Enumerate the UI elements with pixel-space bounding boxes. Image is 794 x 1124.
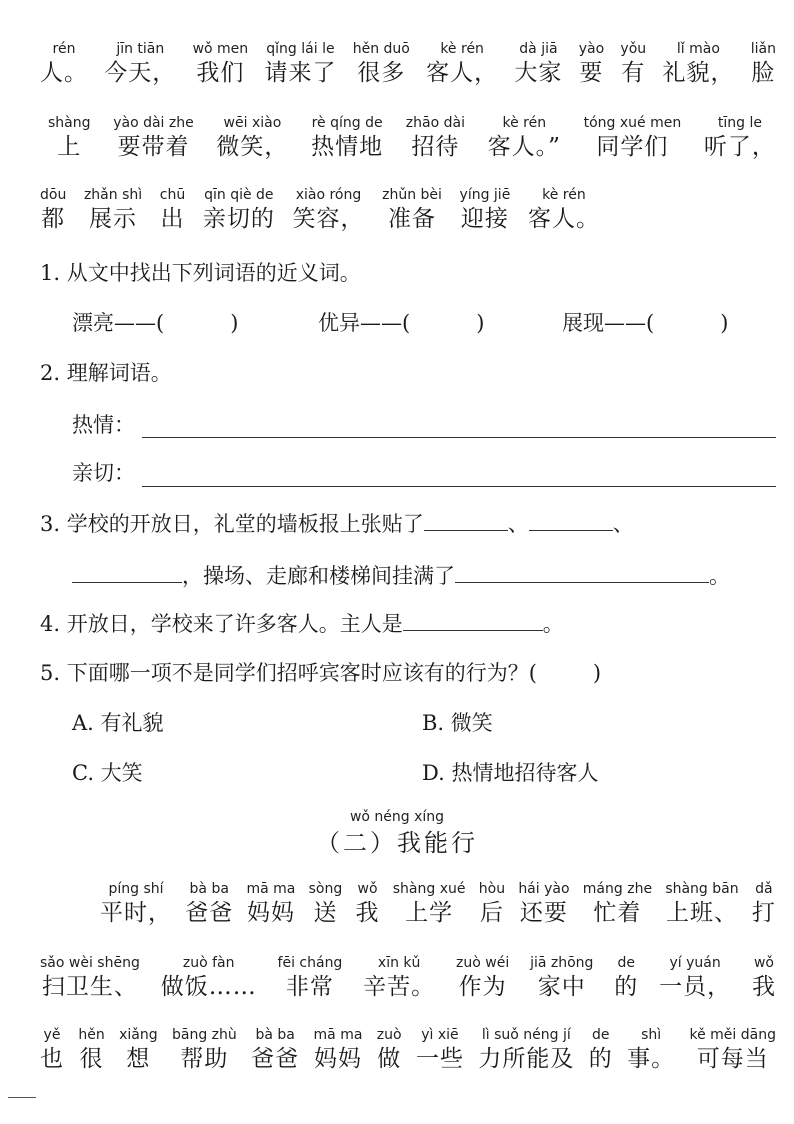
pinyin-text: zhāo dài — [405, 115, 465, 131]
ruby-segment — [104, 40, 176, 88]
ruby-segment — [353, 40, 410, 88]
question-2: 2. 理解词语。 — [40, 361, 172, 385]
pinyin-text: zhǔn bèi — [382, 187, 442, 203]
pinyin-text: wēi xiào — [223, 115, 282, 131]
ruby-segment — [614, 954, 638, 1002]
ruby-segment — [247, 880, 296, 928]
ruby-segment — [160, 186, 185, 234]
ruby-segment — [193, 40, 249, 88]
hanzi-text: 要带着 — [117, 134, 190, 160]
hanzi-text: 力所能及 — [478, 1046, 575, 1072]
ruby-segment — [292, 186, 364, 234]
hanzi-text: 的 — [588, 1046, 613, 1072]
pinyin-text: yì xiē — [421, 1027, 459, 1043]
pinyin-text: de — [591, 1027, 610, 1043]
q1-item-1 — [72, 308, 238, 338]
ruby-segment — [460, 186, 511, 234]
pinyin-text: píng shí — [108, 881, 164, 897]
hanzi-text: 客人， — [426, 60, 499, 86]
hanzi-text: 我 — [355, 900, 380, 926]
hanzi-text: 客人。” — [487, 134, 561, 160]
hanzi-text: 礼貌， — [662, 60, 735, 86]
q5-text: 5. 下面哪一项不是同学们招呼宾客时应该有的行为？( — [40, 661, 537, 685]
q1-item-label: 漂亮——( — [72, 311, 165, 335]
pinyin-text: dǎ — [755, 881, 773, 897]
q4-end: 。 — [542, 612, 564, 636]
q3-mid: ，操场、走廊和楼梯间挂满了 — [182, 564, 455, 588]
pinyin-text: wǒ — [753, 955, 774, 971]
hanzi-text: 笑容， — [292, 206, 365, 232]
hanzi-text: 做饭…… — [160, 974, 257, 1000]
hanzi-text: 平时， — [100, 900, 172, 926]
pinyin-text: wǒ — [357, 881, 378, 897]
hanzi-text: 听了， — [703, 134, 776, 160]
hanzi-text: 热情地 — [311, 134, 384, 160]
hanzi-text: 爸爸 — [251, 1046, 300, 1072]
pinyin-text: de — [617, 955, 636, 971]
hanzi-text: 招待 — [411, 134, 460, 160]
ruby-segment — [40, 40, 88, 88]
ruby-segment — [356, 880, 380, 928]
pinyin-text: yào — [578, 41, 605, 57]
q1-close-paren: ) — [476, 311, 485, 335]
hanzi-text: 亲切的 — [202, 206, 275, 232]
ruby-segment — [100, 880, 172, 928]
ruby-segment — [251, 1026, 299, 1074]
pinyin-text: qīn qiè de — [204, 187, 274, 203]
q3-blank-1[interactable] — [424, 508, 508, 531]
ruby-segment — [659, 954, 731, 1002]
hanzi-text: 人。 — [40, 60, 88, 86]
ruby-segment — [665, 880, 738, 928]
q2-answer-line-2[interactable] — [142, 486, 776, 487]
q5-option-d[interactable]: D. 热情地招待客人 — [422, 761, 599, 785]
q1-item-label: 优异——( — [318, 311, 411, 335]
pinyin-text: hòu — [478, 881, 506, 897]
hanzi-text: 上班、 — [665, 900, 738, 926]
ruby-segment — [579, 40, 604, 88]
passage1-line-3 — [40, 186, 600, 234]
hanzi-text: 辛苦。 — [363, 974, 436, 1000]
ruby-segment — [311, 114, 383, 162]
q2-label-qinqie: 亲切： — [72, 461, 135, 485]
q3-sep: 、 — [507, 512, 529, 536]
hanzi-text: 同学们 — [596, 134, 669, 160]
ruby-segment — [172, 1026, 237, 1074]
hanzi-text: 爸爸 — [185, 900, 234, 926]
pinyin-text: mā ma — [313, 1027, 363, 1043]
hanzi-text: 非常 — [285, 974, 334, 1000]
pinyin-text: sòng — [308, 881, 343, 897]
ruby-segment — [583, 880, 652, 928]
hanzi-text: 一员， — [659, 974, 732, 1000]
ruby-segment — [478, 1026, 574, 1074]
ruby-segment — [589, 1026, 613, 1074]
hanzi-text: 的 — [614, 974, 639, 1000]
pinyin-text: lì suǒ néng jí — [481, 1027, 571, 1043]
hanzi-text: 后 — [479, 900, 504, 926]
pinyin-text: rén — [52, 41, 76, 57]
hanzi-text: 脸 — [751, 60, 776, 86]
pinyin-text: yào dài zhe — [113, 115, 194, 131]
hanzi-text: 扫卫生、 — [41, 974, 138, 1000]
hanzi-text: 上 — [57, 134, 82, 160]
pinyin-text: tīng le — [717, 115, 762, 131]
ruby-segment — [479, 880, 505, 928]
hanzi-text: 有 — [621, 60, 646, 86]
ruby-segment — [40, 1026, 64, 1074]
pinyin-text: kè rén — [542, 187, 586, 203]
q3-sep: 、 — [612, 512, 634, 536]
hanzi-text: 很 — [79, 1046, 104, 1072]
q3-end: 。 — [709, 564, 730, 588]
ruby-segment — [48, 114, 91, 162]
ruby-segment — [113, 114, 194, 162]
pinyin-text: zuò — [376, 1027, 402, 1043]
pinyin-text: dà jiā — [519, 41, 558, 57]
ruby-segment — [278, 954, 343, 1002]
hanzi-text: 可每当 — [696, 1046, 769, 1072]
pinyin-text: zuò wéi — [456, 955, 510, 971]
ruby-segment — [514, 40, 562, 88]
ruby-segment — [185, 880, 233, 928]
q1-close-paren: ) — [720, 311, 729, 335]
hanzi-text: 很多 — [357, 60, 406, 86]
hanzi-text: 大家 — [514, 60, 563, 86]
ruby-segment — [416, 1026, 464, 1074]
hanzi-text: 准备 — [388, 206, 436, 232]
hanzi-text: 今天， — [104, 60, 177, 86]
passage2-line-3 — [40, 1026, 776, 1074]
page-corner-mark — [8, 1097, 36, 1098]
q3-text: 3. 学校的开放日，礼堂的墙板报上张贴了 — [40, 512, 424, 536]
passage1-line-2 — [48, 114, 776, 162]
q4-blank[interactable] — [403, 608, 543, 631]
pinyin-text: tóng xué men — [583, 115, 682, 131]
pinyin-text: kè rén — [502, 115, 547, 131]
ruby-segment — [518, 880, 569, 928]
hanzi-text: 家中 — [537, 974, 586, 1000]
pinyin-text: zhǎn shì — [83, 187, 143, 203]
hanzi-text: 妈妈 — [313, 1046, 362, 1072]
hanzi-text: 还要 — [519, 900, 568, 926]
hanzi-text: 要 — [579, 60, 604, 86]
ruby-segment — [662, 40, 734, 88]
hanzi-text: 送 — [313, 900, 338, 926]
passage2-line-2 — [40, 954, 776, 1002]
pinyin-text: shàng — [48, 115, 91, 131]
ruby-segment — [627, 1026, 675, 1074]
ruby-segment — [382, 186, 442, 234]
ruby-segment — [620, 40, 646, 88]
pinyin-text: kè rén — [440, 41, 484, 57]
hanzi-text: 请来了 — [264, 60, 337, 86]
hanzi-text: 帮助 — [180, 1046, 229, 1072]
hanzi-text: 打 — [751, 900, 776, 926]
section-2-heading: （二）我能行 — [316, 829, 478, 857]
question-3-cont — [72, 560, 730, 591]
hanzi-text: 妈妈 — [246, 900, 295, 926]
hanzi-text: 一些 — [415, 1046, 464, 1072]
hanzi-text: 微笑， — [216, 134, 289, 160]
ruby-segment — [751, 40, 776, 88]
pinyin-text: dōu — [40, 187, 67, 203]
hanzi-text: 客人。 — [527, 206, 600, 232]
pinyin-text: bāng zhù — [172, 1027, 237, 1043]
ruby-segment — [216, 114, 288, 162]
ruby-segment — [264, 40, 336, 88]
ruby-segment — [704, 114, 776, 162]
q3-blank-4[interactable] — [455, 560, 709, 583]
ruby-segment — [84, 186, 142, 234]
hanzi-text: 也 — [40, 1046, 64, 1072]
pinyin-text: lǐ mào — [676, 41, 720, 57]
pinyin-text: yǒu — [620, 41, 647, 57]
hanzi-text: 迎接 — [460, 206, 509, 232]
q1-close-paren: ) — [230, 311, 239, 335]
section-2-pinyin: wǒ néng xíng — [349, 809, 445, 825]
ruby-segment — [119, 1026, 158, 1074]
pinyin-text: shì — [641, 1027, 662, 1043]
passage1-line-1 — [40, 40, 776, 88]
q1-item-label: 展现——( — [562, 311, 655, 335]
pinyin-text: hěn duō — [352, 41, 410, 57]
q3-blank-3[interactable] — [72, 560, 182, 583]
q1-item-2 — [318, 308, 484, 338]
pinyin-text: jīn tiān — [116, 41, 165, 57]
q2-label-reqing: 热情： — [72, 413, 135, 437]
pinyin-text: mā ma — [246, 881, 296, 897]
section-2-title — [0, 808, 794, 860]
ruby-segment — [314, 1026, 363, 1074]
pinyin-text: yíng jiē — [459, 187, 511, 203]
ruby-segment — [40, 954, 140, 1002]
pinyin-text: liǎn — [750, 41, 776, 57]
ruby-segment — [363, 954, 435, 1002]
ruby-segment — [456, 954, 509, 1002]
pinyin-text: hái yào — [518, 881, 570, 897]
hanzi-text: 我 — [751, 974, 776, 1000]
ruby-segment — [426, 40, 498, 88]
hanzi-text: 作为 — [458, 974, 507, 1000]
q2-answer-line-1[interactable] — [142, 437, 776, 438]
question-5 — [40, 658, 601, 688]
pinyin-text: bà ba — [255, 1027, 295, 1043]
ruby-segment — [309, 880, 343, 928]
pinyin-text: xiào róng — [295, 187, 362, 203]
pinyin-text: zuò fàn — [182, 955, 235, 971]
ruby-segment — [377, 1026, 402, 1074]
q3-blank-2[interactable] — [529, 508, 613, 531]
pinyin-text: sǎo wèi shēng — [40, 955, 140, 971]
pinyin-text: fēi cháng — [277, 955, 343, 971]
ruby-segment — [752, 880, 776, 928]
hanzi-text: 做 — [377, 1046, 402, 1072]
ruby-segment — [40, 186, 66, 234]
q4-text: 4. 开放日，学校来了许多客人。主人是 — [40, 612, 403, 636]
q5-option-c[interactable]: C. 大笑 — [72, 761, 143, 785]
ruby-segment — [530, 954, 593, 1002]
q5-option-b[interactable]: B. 微笑 — [422, 711, 493, 735]
question-4 — [40, 608, 564, 639]
ruby-segment — [406, 114, 465, 162]
hanzi-text: 都 — [41, 206, 66, 232]
pinyin-text: yě — [43, 1027, 61, 1043]
passage2-line-1 — [100, 880, 776, 928]
ruby-segment — [161, 954, 257, 1002]
pinyin-text: chū — [159, 187, 186, 203]
ruby-segment — [584, 114, 682, 162]
ruby-segment — [528, 186, 600, 234]
pinyin-text: wǒ men — [192, 41, 249, 57]
pinyin-text: qǐng lái le — [266, 41, 335, 57]
pinyin-text: hěn — [78, 1027, 105, 1043]
pinyin-text: jiā zhōng — [530, 955, 594, 971]
pinyin-text: shàng xué — [392, 881, 466, 897]
pinyin-text: kě měi dāng — [689, 1027, 776, 1043]
pinyin-text: xiǎng — [119, 1027, 158, 1043]
hanzi-text: 忙着 — [593, 900, 642, 926]
ruby-segment — [78, 1026, 104, 1074]
hanzi-text: 出 — [160, 206, 185, 232]
q5-option-a[interactable]: A. 有礼貌 — [72, 711, 164, 735]
pinyin-text: xīn kǔ — [377, 955, 421, 971]
q5-close-paren: ) — [592, 661, 602, 685]
ruby-segment — [752, 954, 776, 1002]
hanzi-text: 想 — [126, 1046, 151, 1072]
pinyin-text: rè qíng de — [311, 115, 383, 131]
ruby-segment — [203, 186, 275, 234]
ruby-segment — [689, 1026, 776, 1074]
question-3 — [40, 508, 634, 539]
hanzi-text: 展示 — [89, 206, 138, 232]
pinyin-text: bà ba — [189, 881, 229, 897]
q1-item-3 — [562, 308, 728, 338]
pinyin-text: yí yuán — [669, 955, 721, 971]
pinyin-text: shàng bān — [665, 881, 739, 897]
hanzi-text: 上学 — [405, 900, 454, 926]
hanzi-text: 我们 — [196, 60, 245, 86]
hanzi-text: 事。 — [627, 1046, 676, 1072]
question-1: 1. 从文中找出下列词语的近义词。 — [40, 261, 361, 285]
ruby-segment — [488, 114, 561, 162]
pinyin-text: máng zhe — [582, 881, 653, 897]
ruby-segment — [393, 880, 466, 928]
